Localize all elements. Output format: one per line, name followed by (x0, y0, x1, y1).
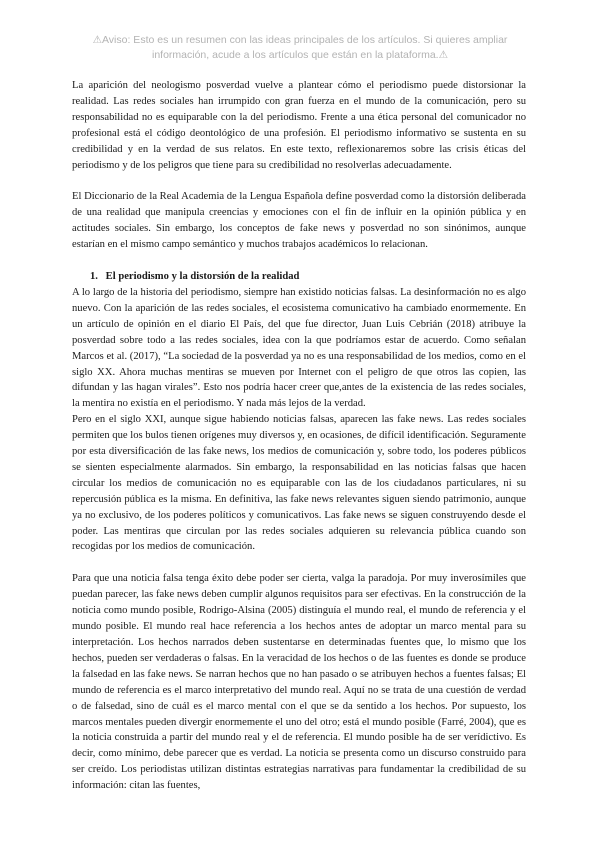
paragraph-history: A lo largo de la historia del periodismo, siempre han existido noticias falsas. La desinformación no es algo nuevo. Con la aparición de las redes sociales, el ecosistema comunicativo ha cambiado enormemente. En un artículo de opinión en el diario El País, del que fue director, Juan Luis Cebrián (2018) atribuye la posverdad sobre todo a las redes sociales, idea con la que podríamos estar de acuerdo. Como señalan Marcos et al. (2017), “La sociedad de la posverdad ya no es una responsabilidad de los medios, como en el siglo XX. Ahora muchas mentiras se mueven por Internet con el peligro de que otros las copien, las difundan y las hagan virales”. Esto nos podría hacer creer que,antes de la existencia de las redes sociales, la mentira no existía en el periodismo. Y nada más lejos de la verdad. (72, 286, 526, 410)
paragraph-gap (72, 555, 526, 571)
paragraph-possible-worlds: Para que una noticia falsa tenga éxito debe poder ser cierta, valga la paradoja. Por muy inverosímiles que puedan parecer, las fake news deben cumplir algunos requisitos para ser efectivas. En la construcción de la noticia como mundo posible, Rodrigo-Alsina (2005) distinguía el mundo real, el mundo de referencia y el mundo posible. El mundo real hace referencia a los hechos antes de adoptar un marco mental para su interpretación. Los hechos narrados deben sustentarse en determinadas fuentes que, lo mismo que los hechos, pueden ser verdaderas o falsas. En la veracidad de los hechos o de las fuentes es donde se produce la falsedad en las fake news. Se narran hechos que no han pasado o se atribuyen hechos a fuentes falsas; El mundo de referencia es el marco interpretativo del mundo real. Aquí no se trata de una cuestión de verdad o de falsedad, sino de cuál es el marco mental con el que se da sentido a los hechos. Por supuesto, los marcos mentales pueden divergir enormemente el uno del otro; está el mundo posible (Farré, 2004), que es la noticia construida a partir del mundo real y el de referencia. El mundo posible ha de ser verídictivo. Es decir, como mínimo, debe parecer que es verdad. La noticia se presenta como un discurso construido para ser creído. Los periodistas utilizan distintas estrategias narrativas para fundamentar la credibilidad de su información: citan las fuentes, (72, 573, 526, 792)
paragraph-definition: El Diccionario de la Real Academia de la Lengua Española define posverdad como la distorsión deliberada de una realidad que manipula creencias y emociones con el fin de influir en la opinión pública y en actitudes sociales. Sin embargo, los conceptos de fake news y posverdad no son sinónimos, aunque estarían en el mismo campo semántico y muchos trabajos académicos lo relacionan. (72, 191, 526, 251)
summary-warning-notice (40, 33, 560, 63)
notice-line-1: ⚠Aviso: Esto es un resumen con las ideas principales de los artículos. Si quieres ampliar (92, 34, 508, 46)
document-body (72, 78, 526, 794)
section-heading (72, 269, 526, 285)
paragraph-gap (72, 253, 526, 269)
paragraph-gap (72, 173, 526, 189)
section-heading-number: 1. (90, 271, 98, 283)
paragraph-fake-news: Pero en el siglo XXI, aunque sigue habiendo noticias falsas, aparecen las fake news. Las redes sociales permiten que los bulos tienen orígenes muy diversos y, en ocasiones, de difícil identificación. Seguramente por esta diversificación de las fake news, los medios de comunicación y, sobre todo, los poderes públicos se sienten especialmente alarmados. Sin embargo, la responsabilidad en las noticias falsas que hacen circular los medios de comunicación no es equiparable con las de los ciudadanos particulares, ni su repercusión pública es la misma. En definitiva, las fake news relevantes siguen siendo patrimonio, aunque ya no exclusivo, de los poderes políticos y comunicativos. Las fake news se siguen construyendo desde el poder. Las mentiras que circulan por las redes sociales adquieren su relevancia pública cuando son recogidas por los medios de comunicación. (72, 414, 526, 553)
notice-line-2: información, acude a los artículos que están en la plataforma.⚠ (152, 49, 448, 61)
paragraph-intro: La aparición del neologismo posverdad vuelve a plantear cómo el periodismo puede distorsionar la realidad. Las redes sociales han irrumpido con gran fuerza en el mundo de la comunicación, pero su responsabilidad no es equiparable con la del periodismo. Frente a una ética personal del comunicador no profesional está el código deontológico de una profesión. El periodismo informativo se sustenta en su credibilidad y en la verdad de sus relatos. En este texto, reflexionaremos sobre las crisis éticas del periodismo y de los peligros que tiene para su credibilidad no resolverlas adecuadamente. (72, 80, 526, 171)
section-heading-text: El periodismo y la distorsión de la realidad (105, 271, 300, 283)
